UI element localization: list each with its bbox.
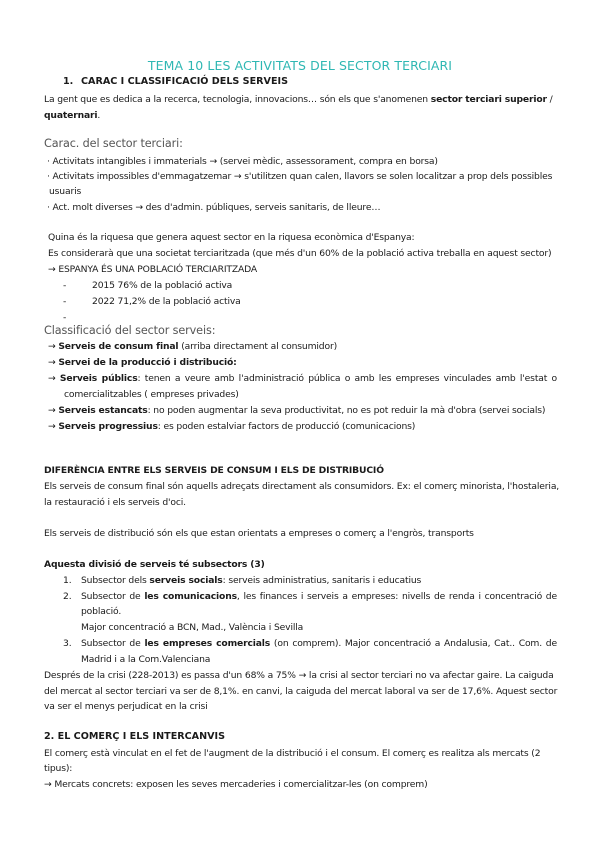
classif-item-5-term: Serveis progressius [58,421,158,432]
riquesa-2022: 2022 71,2% de la població activa [92,296,241,307]
classif-item-4-desc: : no poden augmentar la seva productivitat, no es pot reduir la mà d'obra (servei socials) [147,405,546,416]
subsector-2-term: les comunicacions [144,591,237,602]
riquesa-line-2: Es considerarà que una societat terciaritzada (que més d'un 60% de la població activa treballa en aquest sector) [48,248,552,259]
subsector-2-prefix: Subsector de [81,591,145,602]
list-number-3: 3. [63,638,72,649]
section-2-heading: 2. EL COMERÇ I ELS INTERCANVIS [44,731,226,742]
intro-period: . [97,110,101,121]
arrow-icon: → [48,405,56,416]
subsector-2-line-2: població. [81,606,122,617]
intro-slash: / [546,94,553,105]
subsector-3-desc: (on comprem). Major concentració a Andalusia, Cat.. Com. de [270,638,557,649]
subsector-2 [81,590,557,603]
crisi-line-1: Després de la crisi (228-2013) es passa d'un 68% a 75% → la crisi al sector terciari no va afectar gaire. La caiguda [44,670,554,681]
crisi-line-2: del mercat al sector terciari va ser de 8,1%. en canvi, la caiguda del mercat laboral va ser de 17,6%. Aquest sector [44,686,558,697]
subsector-2-line-3: Major concentració a BCN, Mad., València i Sevilla [81,622,304,633]
carac-heading: Carac. del sector terciari: [44,137,183,150]
subsector-3-term: les empreses comercials [144,638,271,649]
carac-line-2: · Activitats impossibles d'emmagatzemar → s'utilitzen quan calen, llavors se solen localitzar a prop dels possibles [47,171,553,182]
carac-line-4: · Act. molt diverses → des d'admin. públiques, serveis sanitaris, de lleure… [47,202,381,213]
intro-bold-quaternari: quaternari [44,110,98,121]
crisi-line-3: va ser el menys perjudicat en la crisi [44,701,208,712]
classificacio-heading: Classificació del sector serveis: [44,324,216,337]
arrow-icon: → [48,341,56,352]
carac-line-3: usuaris [49,186,82,197]
section-1-number: 1. [63,76,74,87]
arrow-icon: → [48,357,56,368]
classif-item-3-cont: comercialitzables ( empreses privades) [64,389,239,400]
classif-item-1-term: Serveis de consum final [58,341,179,352]
section-2-line-2: tipus): [44,763,73,774]
riquesa-2015: 2015 76% de la població activa [92,280,233,291]
riquesa-line-3: → ESPANYA ÉS UNA POBLACIÓ TERCIARITZADA [48,264,258,275]
classif-item-5 [48,420,415,433]
bullet-dash: - [63,296,67,307]
list-number-1: 1. [63,575,72,586]
classif-item-3-desc: : tenen a veure amb l'administració pública o amb les empreses vinculades amb l'estat o [137,373,557,384]
diferencia-p2: Els serveis de distribució són els que estan orientats a empreses o comerç a l'engròs, transports [44,528,474,539]
document-title: TEMA 10 LES ACTIVITATS DEL SECTOR TERCIARI [147,58,453,73]
diferencia-heading: DIFERÈNCIA ENTRE ELS SERVEIS DE CONSUM I ELS DE DISTRIBUCIÓ [44,465,384,476]
classif-item-2 [48,356,237,369]
divisio-heading: Aquesta divisió de serveis té subsectors (3) [44,559,265,570]
arrow-icon: → [48,421,56,432]
diferencia-p1-line-1: Els serveis de consum final són aquells adreçats directament als consumidors. Ex: el comerç minorista, l'hostaleria, [44,481,560,492]
subsector-3 [81,637,557,650]
section-2-line-3: → Mercats concrets: exposen les seves mercaderies i comercialitzar-les (on comprem) [44,779,428,790]
subsector-3-line-2: Madrid i a la Com.Valenciana [81,654,211,665]
intro-line-2 [44,109,100,122]
classif-item-3 [48,372,557,385]
intro-line-1 [44,93,557,106]
classif-item-1-desc: (arriba directament al consumidor) [178,341,338,352]
intro-bold-term: sector terciari superior [430,94,547,105]
intro-text: La gent que es dedica a la recerca, tecnologia, innovacions… són els que s'anomenen [44,94,431,105]
list-number-2: 2. [63,591,72,602]
carac-line-1: · Activitats intangibles i immaterials → (servei mèdic, assessorament, compra en borsa) [47,156,438,167]
bullet-dash: - [63,312,67,323]
riquesa-question: Quina és la riquesa que genera aquest sector en la riquesa econòmica d'Espanya: [48,232,415,243]
arrow-icon: → [48,373,56,384]
subsector-1 [81,574,421,587]
classif-item-3-term: Serveis públics [59,373,138,384]
diferencia-p1-line-2: la restauració i els serveis d'oci. [44,497,186,508]
classif-item-4 [48,404,545,417]
classif-item-2-term: Servei de la producció i distribució: [58,357,237,368]
bullet-dash: - [63,280,67,291]
classif-item-1 [48,340,337,353]
classif-item-4-term: Serveis estancats [58,405,148,416]
subsector-3-prefix: Subsector de [81,638,145,649]
subsector-1-term: serveis socials [149,575,223,586]
section-1-heading: CARAC I CLASSIFICACIÓ DELS SERVEIS [81,76,288,87]
subsector-2-desc: , les finances i serveis a empreses: nivells de renda i concentració de [236,591,557,602]
subsector-1-desc: : serveis administratius, sanitaris i educatius [222,575,422,586]
subsector-1-prefix: Subsector dels [81,575,150,586]
section-2-line-1: El comerç està vinculat en el fet de l'augment de la distribució i el consum. El comerç es realitza als mercats (2 [44,748,541,759]
classif-item-5-desc: : es poden estalviar factors de producció (comunicacions) [157,421,416,432]
